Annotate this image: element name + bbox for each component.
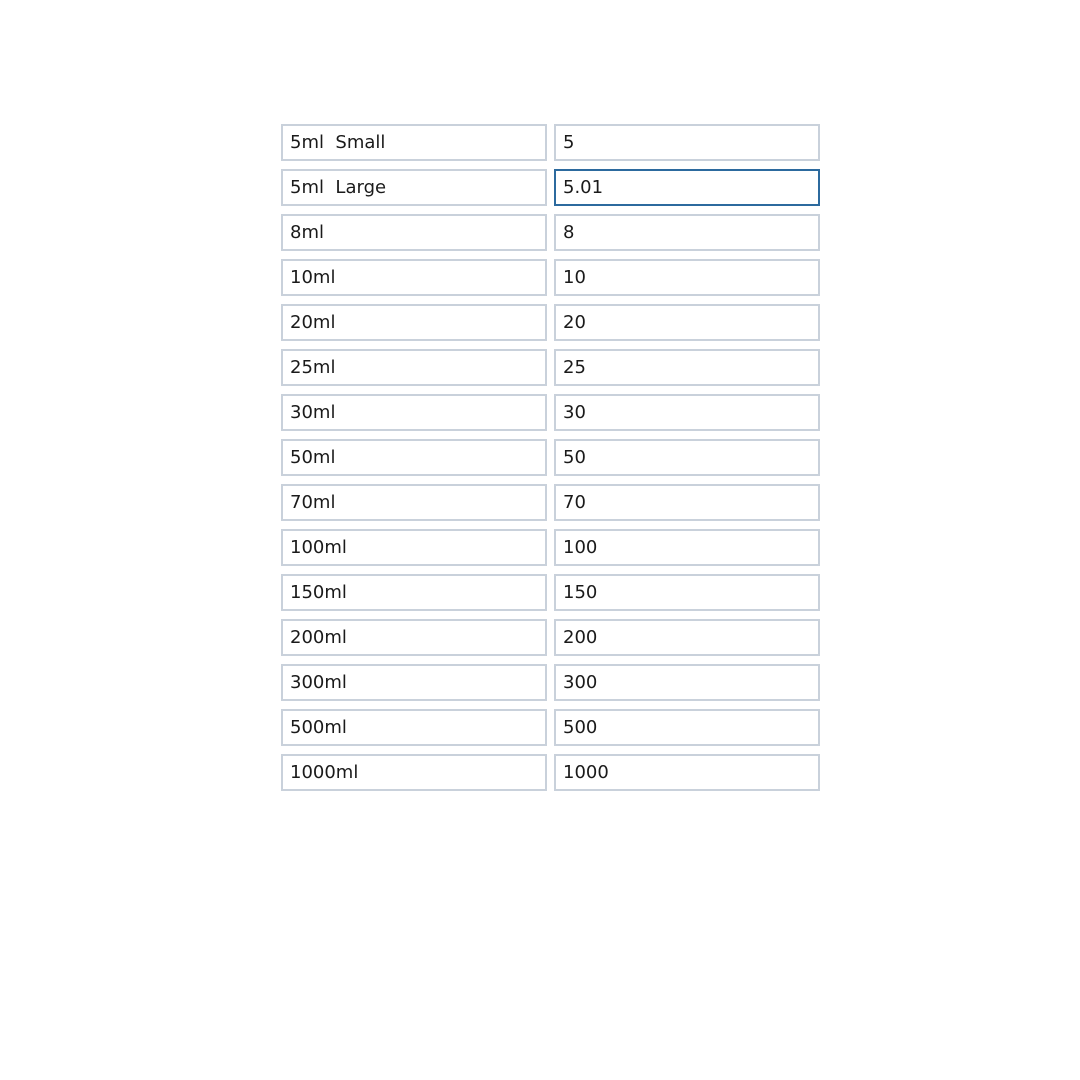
size-value-input[interactable] — [554, 484, 820, 521]
form-row-2 — [281, 214, 821, 251]
form-row-1 — [281, 169, 821, 206]
form-row-8 — [281, 484, 821, 521]
size-value-input[interactable] — [554, 619, 820, 656]
size-name-input[interactable] — [281, 349, 547, 386]
size-value-input[interactable] — [554, 259, 820, 296]
size-name-input[interactable] — [281, 574, 547, 611]
size-value-input[interactable] — [554, 394, 820, 431]
form-row-3 — [281, 259, 821, 296]
form-row-6 — [281, 394, 821, 431]
size-value-input[interactable] — [554, 214, 820, 251]
size-name-input[interactable] — [281, 394, 547, 431]
size-value-input[interactable] — [554, 754, 820, 791]
form-row-14 — [281, 754, 821, 791]
size-name-input[interactable] — [281, 214, 547, 251]
volume-value-form — [281, 124, 821, 799]
size-value-input[interactable] — [554, 304, 820, 341]
size-name-input[interactable] — [281, 664, 547, 701]
form-row-12 — [281, 664, 821, 701]
size-value-input[interactable] — [554, 169, 820, 206]
form-row-5 — [281, 349, 821, 386]
size-value-input[interactable] — [554, 124, 820, 161]
size-value-input[interactable] — [554, 709, 820, 746]
form-row-9 — [281, 529, 821, 566]
form-row-4 — [281, 304, 821, 341]
size-name-input[interactable] — [281, 529, 547, 566]
size-value-input[interactable] — [554, 574, 820, 611]
form-row-0 — [281, 124, 821, 161]
size-name-input[interactable] — [281, 124, 547, 161]
size-name-input[interactable] — [281, 304, 547, 341]
size-name-input[interactable] — [281, 484, 547, 521]
form-row-10 — [281, 574, 821, 611]
size-name-input[interactable] — [281, 619, 547, 656]
size-name-input[interactable] — [281, 169, 547, 206]
size-name-input[interactable] — [281, 439, 547, 476]
form-row-11 — [281, 619, 821, 656]
size-name-input[interactable] — [281, 754, 547, 791]
size-name-input[interactable] — [281, 259, 547, 296]
size-value-input[interactable] — [554, 349, 820, 386]
size-value-input[interactable] — [554, 439, 820, 476]
size-value-input[interactable] — [554, 529, 820, 566]
form-row-13 — [281, 709, 821, 746]
size-name-input[interactable] — [281, 709, 547, 746]
form-row-7 — [281, 439, 821, 476]
size-value-input[interactable] — [554, 664, 820, 701]
